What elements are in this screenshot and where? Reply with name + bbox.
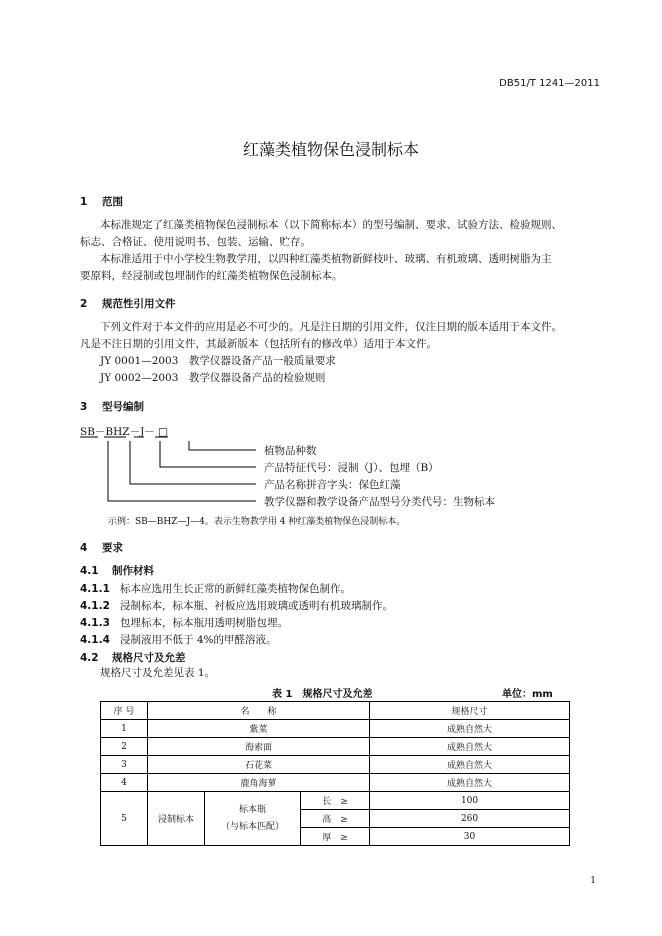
section-number: 1 [80, 196, 88, 208]
cell-spec: 成熟自然大 [370, 738, 570, 756]
table-caption: 表 1 规格尺寸及允差 [272, 689, 373, 700]
cell-dim-value: 260 [370, 810, 570, 828]
cell-item-line: （与标本匹配） [220, 821, 284, 832]
cell-seq: 3 [101, 756, 148, 774]
cell-spec: 成熟自然大 [370, 756, 570, 774]
cell-item-line: 标本瓶 [238, 804, 266, 815]
paragraph: 要原料，经浸制或包埋制作的红藻类植物保色浸制标本。 [80, 270, 343, 282]
reference-item: JY 0002—2003 教学仪器设备产品的检验规则 [100, 372, 326, 384]
table-unit: 单位：mm [502, 689, 553, 700]
item-text: 标本应选用生长正常的新鲜红藻类植物保色制作。 [120, 583, 351, 595]
section-number: 2 [80, 298, 88, 310]
item-number: 4.1.4 [80, 634, 110, 646]
table-row [101, 738, 570, 756]
page-title: 红藻类植物保色浸制标本 [242, 140, 419, 159]
leader-line [130, 441, 256, 484]
cell-seq: 5 [101, 792, 148, 846]
cell-spec: 成熟自然大 [370, 774, 570, 792]
reference-item: JY 0001—2003 教学仪器设备产品一般质量要求 [100, 355, 336, 367]
section-number: 3 [80, 401, 88, 413]
cell-item [205, 792, 301, 846]
subsection-heading [80, 563, 154, 578]
cell-dim-label: 长 ≥ [301, 792, 370, 810]
code-label: 产品名称拼音字头：保色红藻 [264, 479, 401, 491]
item-text: 浸制标本，标本瓶、衬板应选用玻璃或透明有机玻璃制作。 [120, 600, 393, 612]
item-number: 4.1.3 [80, 617, 110, 629]
section-title: 要求 [102, 542, 123, 554]
leader-line [160, 441, 256, 467]
cell-seq: 1 [101, 720, 148, 738]
page-number: 1 [590, 876, 596, 886]
subsection-title: 规格尺寸及允差 [112, 652, 186, 664]
paragraph: 凡是不注日期的引用文件，其最新版本（包括所有的修改单）适用于本文件。 [80, 338, 437, 350]
code-label: 教学仪器和教学设备产品型号分类代号：生物标本 [264, 496, 495, 508]
section-title: 型号编制 [102, 401, 144, 413]
table-row [101, 792, 570, 810]
spec-table [100, 701, 570, 846]
subsection-number: 4.2 [80, 652, 99, 664]
cell-name: 海索面 [148, 738, 370, 756]
list-item [80, 615, 288, 630]
paragraph: 本标准规定了红藻类植物保色浸制标本（以下简称标本）的型号编制、要求、试验方法、检验规则、 [100, 219, 562, 231]
section-4-heading [80, 540, 123, 555]
paragraph: 规格尺寸及允差见表 1。 [100, 667, 216, 679]
code-label: 产品特征代号：浸制（J）、包埋（B） [264, 462, 439, 474]
example-note: 示例：SB—BHZ—J—4。表示生物教学用 4 种红藻类植物保色浸制标本。 [108, 517, 406, 527]
paragraph: 标志、合格证、使用说明书、包装、运输、贮存。 [80, 236, 311, 248]
item-text: 浸制液用不低于 4%的甲醛溶液。 [120, 634, 277, 646]
cell-dim-label: 高 ≥ [301, 810, 370, 828]
section-title: 规范性引用文件 [102, 298, 176, 310]
standard-number: DB51/T 1241—2011 [499, 78, 600, 89]
table-row [101, 774, 570, 792]
cell-group: 浸制标本 [148, 792, 205, 846]
cell-name: 石花菜 [148, 756, 370, 774]
cell-dim-label: 厚 ≥ [301, 828, 370, 846]
cell-spec: 成熟自然大 [370, 720, 570, 738]
cell-name: 紫菜 [148, 720, 370, 738]
cell-seq: 4 [101, 774, 148, 792]
cell-dim-value: 30 [370, 828, 570, 846]
cell-dim-value: 100 [370, 792, 570, 810]
cell-name: 鹿角海萝 [148, 774, 370, 792]
list-item [80, 581, 351, 596]
header-name: 名 称 [148, 702, 370, 720]
header-spec: 规格尺寸 [370, 702, 570, 720]
header-seq: 序 号 [101, 702, 148, 720]
list-item [80, 598, 393, 613]
leader-line [189, 441, 256, 450]
model-code: SB－BHZ－J－ □ [80, 426, 169, 438]
table-header-row [101, 702, 570, 720]
code-label: 植物品种数 [264, 445, 317, 457]
section-number: 4 [80, 542, 88, 554]
section-title: 范围 [102, 196, 123, 208]
subsection-number: 4.1 [80, 565, 99, 577]
item-text: 包埋标本，标本瓶用透明树脂包埋。 [120, 617, 288, 629]
item-number: 4.1.2 [80, 600, 110, 612]
paragraph: 下列文件对于本文件的应用是必不可少的。凡是注日期的引用文件，仅注日期的版本适用于本文件。 [100, 321, 562, 333]
subsection-title: 制作材料 [112, 565, 154, 577]
paragraph: 本标准适用于中小学校生物教学用，以四种红藻类植物新鲜枝叶、玻璃、有机玻璃、透明树脂为主 [100, 253, 552, 265]
table-row [101, 720, 570, 738]
subsection-heading [80, 650, 186, 665]
cell-seq: 2 [101, 738, 148, 756]
table-row [101, 756, 570, 774]
list-item [80, 632, 277, 647]
item-number: 4.1.1 [80, 583, 110, 595]
